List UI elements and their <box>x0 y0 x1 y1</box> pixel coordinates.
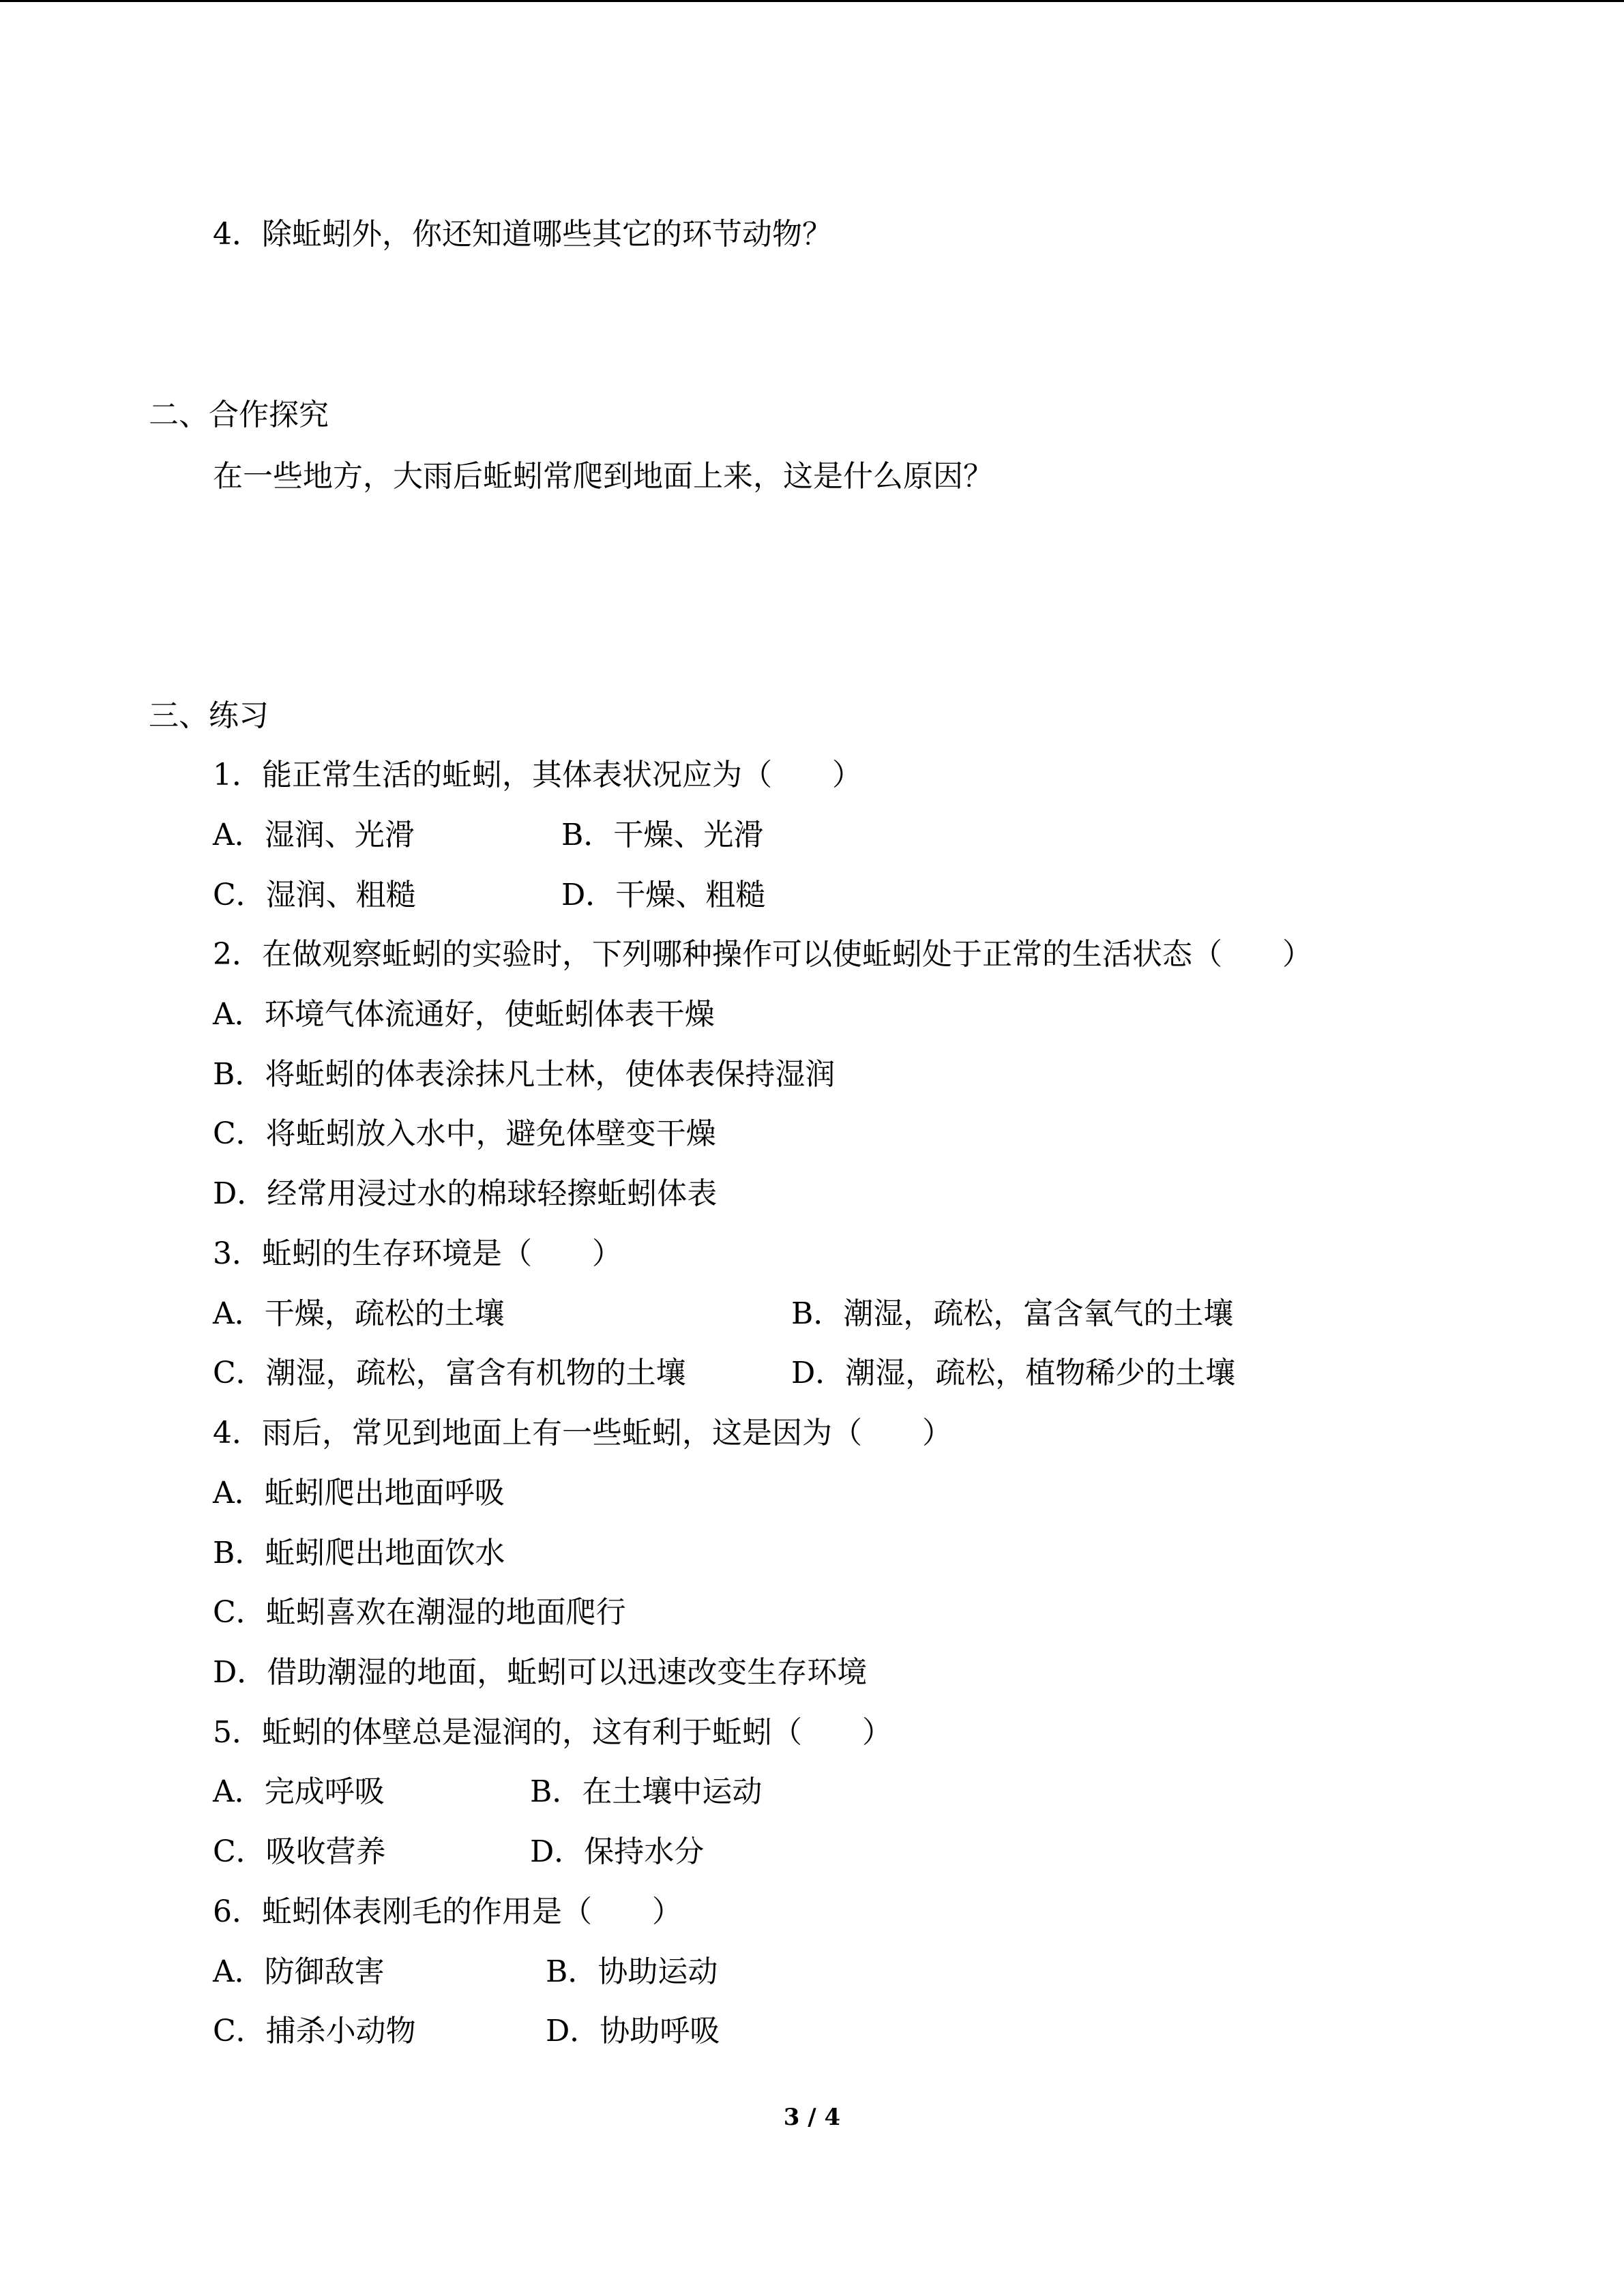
q4-option-c: C．蚯蚓喜欢在潮湿的地面爬行 <box>213 1595 626 1630</box>
q2-option-a: A．环境气体流通好，使蚯蚓体表干燥 <box>213 997 715 1032</box>
q1-option-b: B．干燥、光滑 <box>561 818 764 852</box>
q1-option-a: A．湿润、光滑 <box>213 818 415 852</box>
page-number: 3 / 4 <box>783 2104 841 2131</box>
q2-option-b: B．将蚯蚓的体表涂抹凡士林，使体表保持湿润 <box>213 1057 836 1092</box>
q6-option-b: B．协助运动 <box>546 1954 718 1989</box>
q3-option-a: A．干燥，疏松的土壤 <box>213 1296 505 1331</box>
q6-option-a: A．防御敌害 <box>213 1954 385 1989</box>
q5-option-d: D．保持水分 <box>530 1834 705 1869</box>
top-border-line <box>0 0 1624 2</box>
question-4-other-annelids: 4．除蚯蚓外，你还知道哪些其它的环节动物？ <box>213 217 832 252</box>
q4-stem: 4．雨后，常见到地面上有一些蚯蚓，这是因为（ ） <box>213 1416 952 1450</box>
q3-option-d: D．潮湿，疏松，植物稀少的土壤 <box>791 1356 1236 1390</box>
q1-option-c: C．湿润、粗糙 <box>213 878 416 912</box>
q6-option-d: D．协助呼吸 <box>546 2014 720 2048</box>
q3-stem: 3．蚯蚓的生存环境是（ ） <box>213 1236 622 1271</box>
q1-stem: 1．能正常生活的蚯蚓，其体表状况应为（ ） <box>213 758 862 792</box>
q2-option-c: C．将蚯蚓放入水中，避免体壁变干燥 <box>213 1116 716 1151</box>
q4-option-b: B．蚯蚓爬出地面饮水 <box>213 1536 505 1570</box>
q5-option-b: B．在土壤中运动 <box>530 1774 763 1809</box>
section-heading-practice: 三、练习 <box>149 698 269 733</box>
q2-option-d: D．经常用浸过水的棉球轻擦蚯蚓体表 <box>213 1176 718 1211</box>
q6-stem: 6．蚯蚓体表刚毛的作用是（ ） <box>213 1894 682 1929</box>
q6-option-c: C．捕杀小动物 <box>213 2014 416 2048</box>
q5-option-c: C．吸收营养 <box>213 1834 386 1869</box>
q4-option-a: A．蚯蚓爬出地面呼吸 <box>213 1476 505 1510</box>
q4-option-d: D．借助潮湿的地面，蚯蚓可以迅速改变生存环境 <box>213 1655 868 1690</box>
q1-option-d: D．干燥、粗糙 <box>561 878 766 912</box>
q5-option-a: A．完成呼吸 <box>213 1774 385 1809</box>
q2-stem: 2．在做观察蚯蚓的实验时，下列哪种操作可以使蚯蚓处于正常的生活状态（ ） <box>213 937 1312 972</box>
inquiry-question: 在一些地方，大雨后蚯蚓常爬到地面上来，这是什么原因？ <box>213 459 993 494</box>
q5-stem: 5．蚯蚓的体壁总是湿润的，这有利于蚯蚓（ ） <box>213 1715 892 1750</box>
q3-option-c: C．潮湿，疏松，富含有机物的土壤 <box>213 1356 686 1390</box>
section-heading-cooperative-inquiry: 二、合作探究 <box>149 398 329 432</box>
q3-option-b: B．潮湿，疏松，富含氧气的土壤 <box>791 1296 1234 1331</box>
